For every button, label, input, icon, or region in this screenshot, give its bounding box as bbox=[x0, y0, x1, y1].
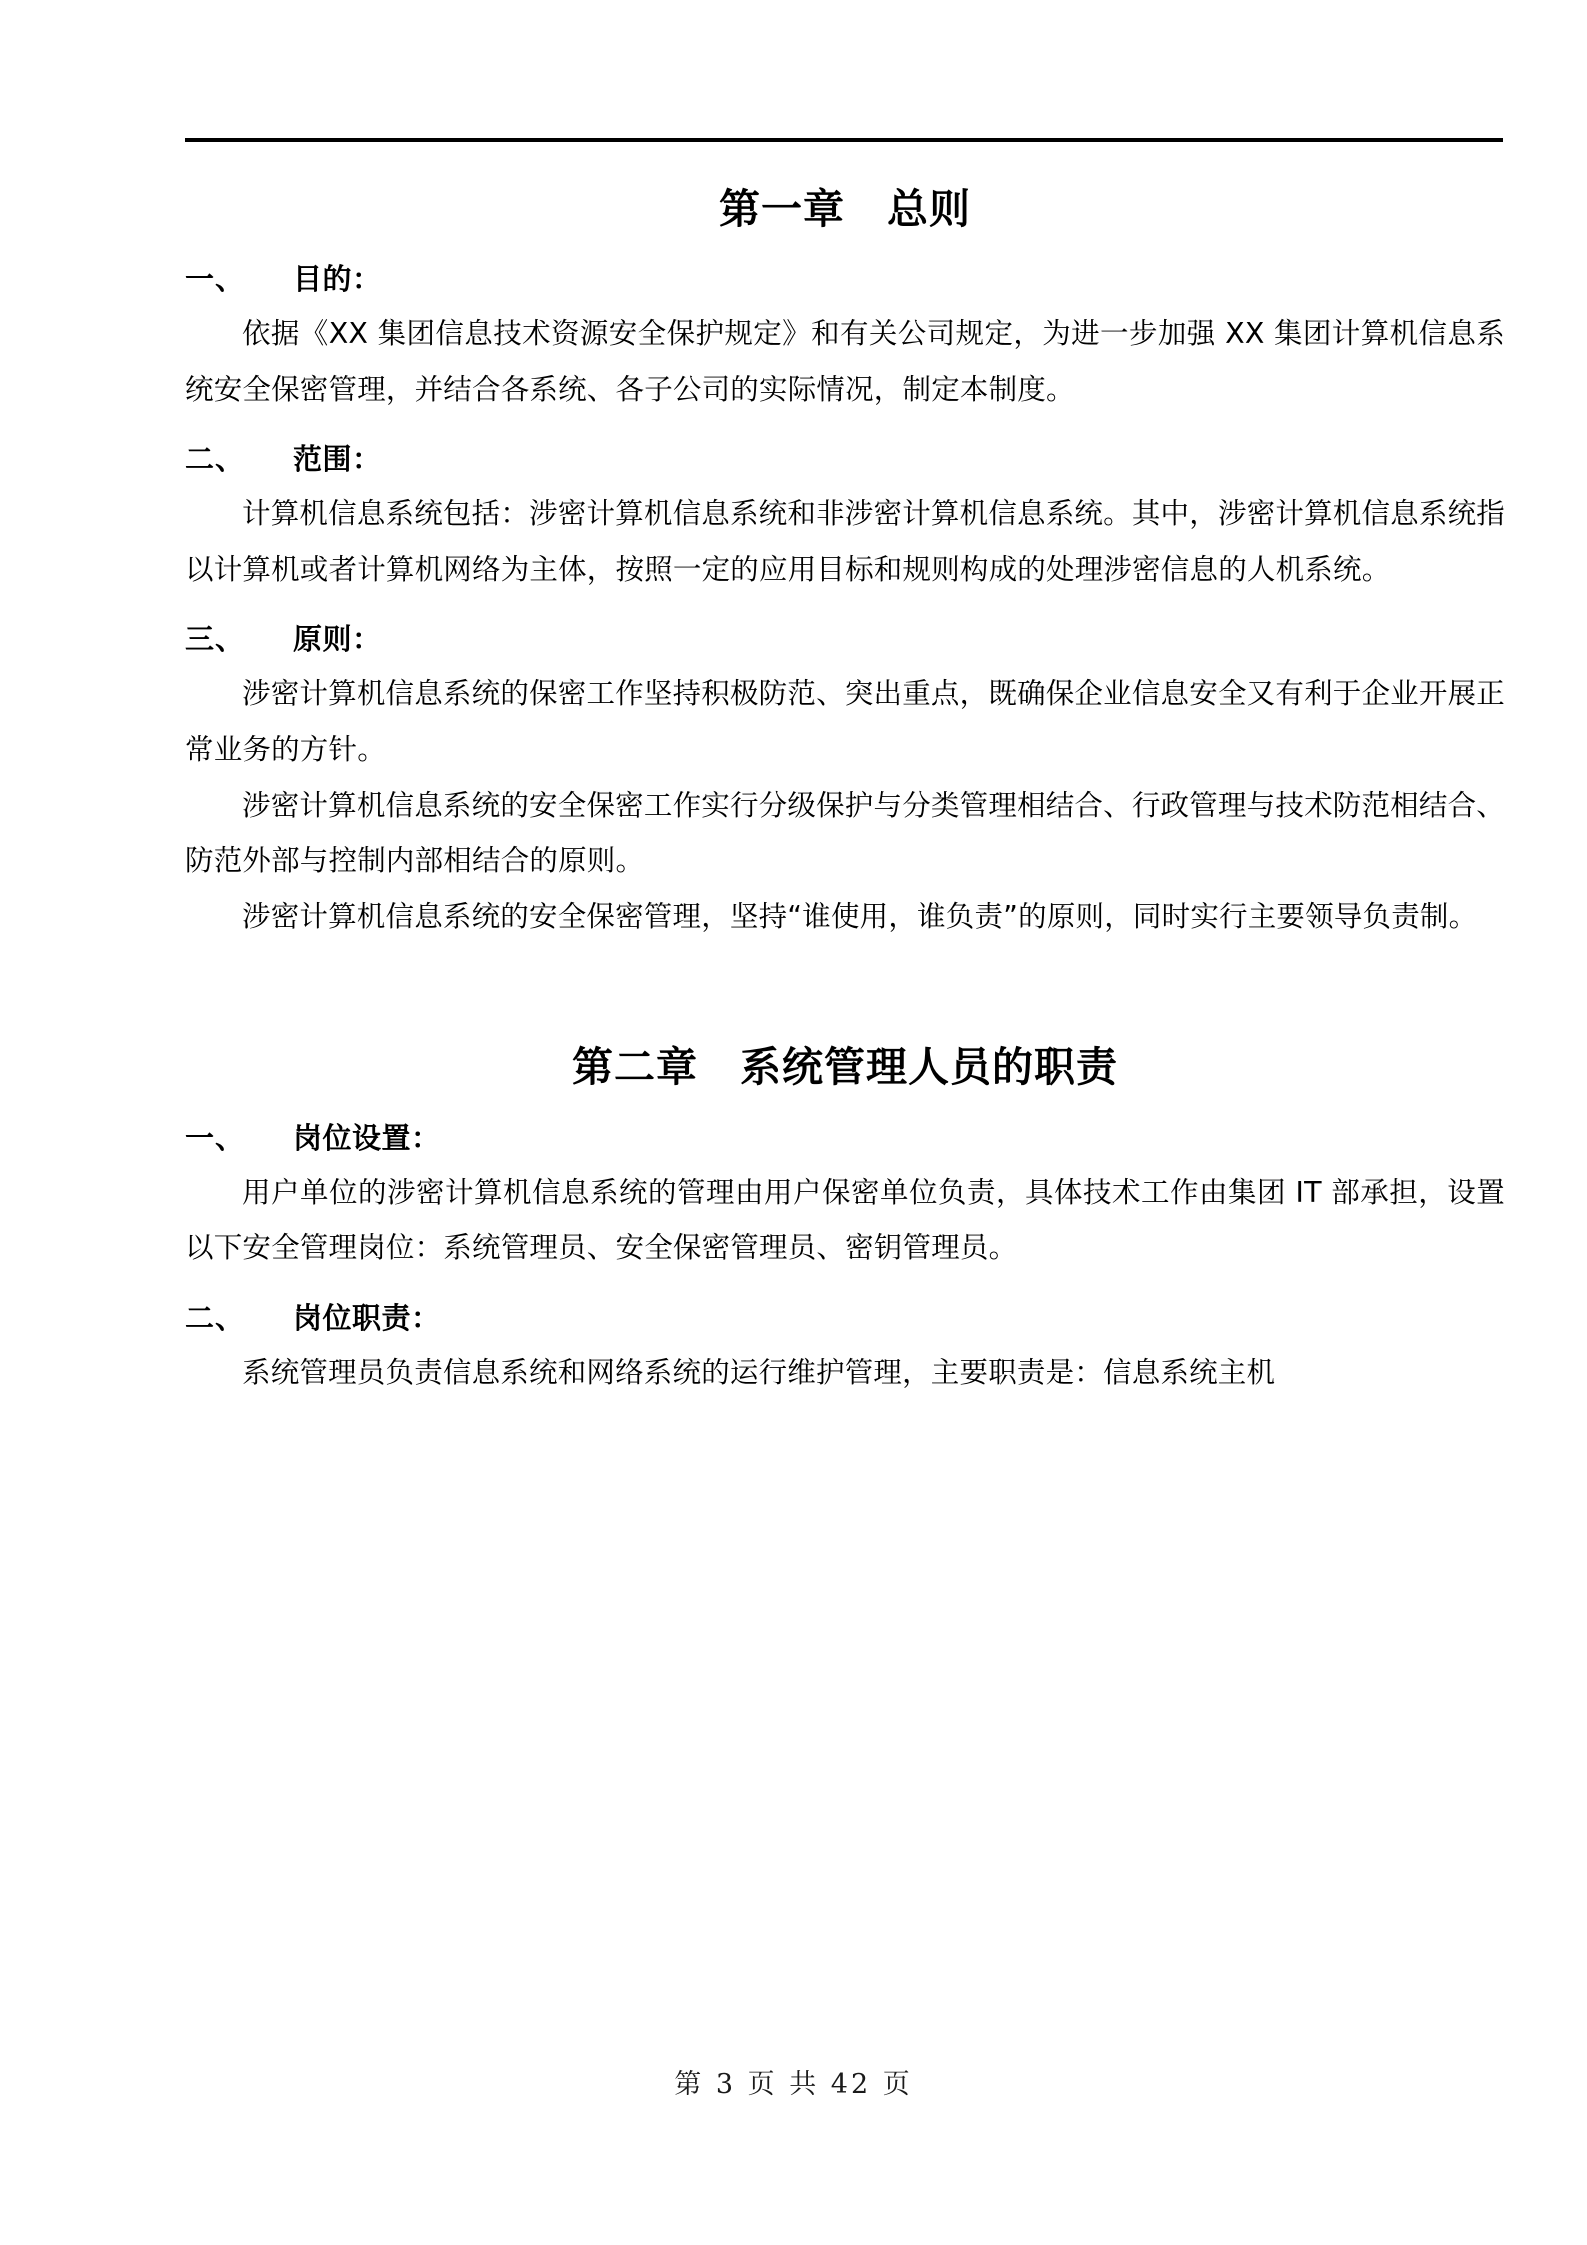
section-number: 一、 bbox=[185, 262, 246, 297]
chapter-title-2: 第二章 系统管理人员的职责 bbox=[572, 1043, 1118, 1092]
header-divider bbox=[185, 138, 1503, 142]
section-heading-post-setup bbox=[185, 1116, 1505, 1161]
paragraph: 系统管理员负责信息系统和网络系统的运行维护管理，主要职责是：信息系统主机 bbox=[242, 1355, 1276, 1389]
document-body bbox=[185, 182, 1505, 1400]
section-heading-scope bbox=[185, 437, 1505, 482]
paragraph: 计算机信息系统包括：涉密计算机信息系统和非涉密计算机信息系统。其中，涉密计算机信息系统指以计算机或者计算机网络为主体，按照一定的应用目标和规则构成的处理涉密信息的人机系统。 bbox=[185, 497, 1505, 586]
section-label: 目的： bbox=[293, 262, 382, 297]
section-number: 一、 bbox=[185, 1120, 246, 1155]
paragraph: 用户单位的涉密计算机信息系统的管理由用户保密单位负责，具体技术工作由集团 IT 部承担，设置以下安全管理岗位：系统管理员、安全保密管理员、密钥管理员。 bbox=[185, 1175, 1505, 1265]
paragraph: 涉密计算机信息系统的保密工作坚持积极防范、突出重点，既确保企业信息安全又有利于企业开展正常业务的方针。 bbox=[185, 677, 1505, 766]
section-label: 范围： bbox=[293, 442, 382, 477]
section-number: 二、 bbox=[185, 1300, 246, 1335]
paragraph: 依据《XX 集团信息技术资源安全保护规定》和有关公司规定，为进一步加强 XX 集团计算机信息系统安全保密管理，并结合各系统、各子公司的实际情况，制定本制度。 bbox=[185, 317, 1505, 406]
section-heading-purpose bbox=[185, 257, 1505, 302]
paragraph: 涉密计算机信息系统的安全保密工作实行分级保护与分类管理相结合、行政管理与技术防范相结合、防范外部与控制内部相结合的原则。 bbox=[185, 788, 1505, 878]
section-number: 三、 bbox=[185, 622, 246, 657]
page-number-text: 第 3 页 共 42 页 bbox=[674, 2069, 913, 2100]
section-label: 岗位设置： bbox=[293, 1120, 441, 1155]
paragraph: 涉密计算机信息系统的安全保密管理，坚持“谁使用，谁负责”的原则，同时实行主要领导负责制。 bbox=[242, 899, 1478, 933]
section-label: 原则： bbox=[293, 622, 382, 657]
section-label: 岗位职责： bbox=[293, 1300, 441, 1335]
section-heading-principles bbox=[185, 617, 1505, 662]
page-footer bbox=[0, 2062, 1587, 2101]
section-number: 二、 bbox=[185, 442, 246, 477]
section-heading-post-duties bbox=[185, 1296, 1505, 1341]
chapter-title-1: 第一章 总则 bbox=[719, 185, 971, 233]
